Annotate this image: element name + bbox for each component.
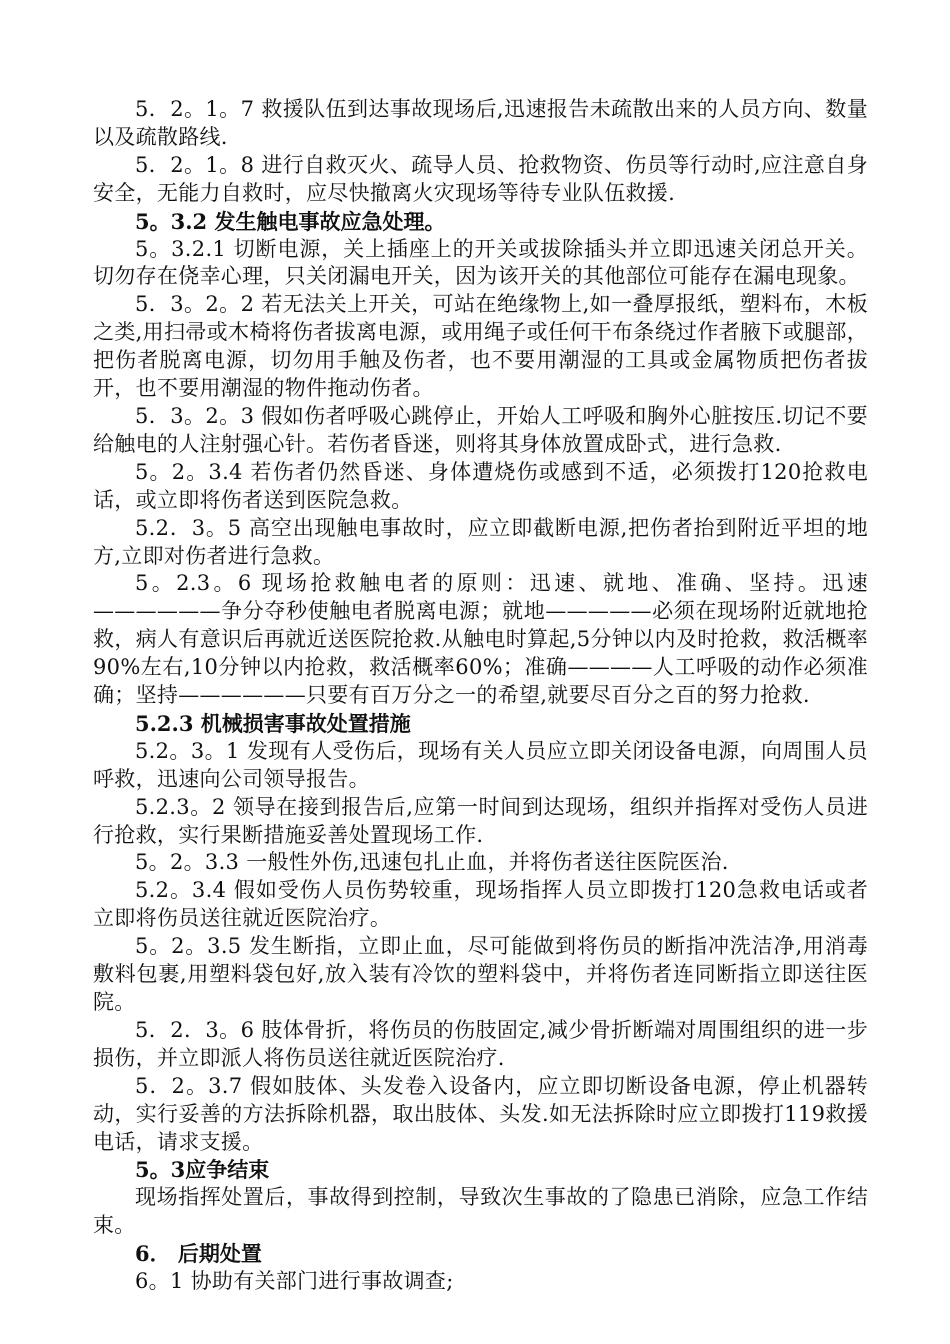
heading-aftermath: 6． 后期处置	[135, 1241, 262, 1267]
paragraph-5-2-3-7: 5．2。3.7 假如肢体、头发卷入设备内，应立即切断设备电源，停止机器转动，实行妥善的方法拆除机器，取出肢体、头发.如无法拆除时应立即拨打119救援电话，请求支援。	[93, 1073, 868, 1154]
paragraph-response-end: 现场指挥处置后，事故得到控制，导致次生事故的了隐患已消除，应急工作结束。	[93, 1185, 868, 1238]
heading-electric-shock: 5。3.2 发生触电事故应急处理。	[135, 208, 446, 234]
paragraph-5-2-1-8: 5．2。1。8 进行自救灭火、疏导人员、抢救物资、伤员等行动时,应注意自身安全，无能力自救时，应尽快撤离火灾现场等待专业队伍救援.	[93, 152, 868, 205]
heading-response-end: 5。3应争结束	[135, 1157, 270, 1183]
paragraph-5-2-3-5-shock: 5.2．3。5 高空出现触电事故时，应立即截断电源,把伤者抬到附近平坦的地方,立即对伤者进行急救。	[93, 515, 868, 568]
paragraph-5-2-3-4-shock: 5。2。3.4 若伤者仍然昏迷、身体遭烧伤或感到不适，必须拨打120抢救电话，或立即将伤者送到医院急救。	[93, 459, 868, 512]
paragraph-5-3-2-3: 5．3。2。3 假如伤者呼吸心跳停止，开始人工呼吸和胸外心脏按压.切记不要给触电的人注射强心针。若伤者昏迷，则将其身体放置成卧式，进行急救.	[93, 403, 868, 456]
paragraph-5-2-3-6: 5．2．3。6 肢体骨折，将伤员的伤肢固定,减少骨折断端对周围组织的进一步损伤，并立即派人将伤员送往就近医院治疗.	[93, 1017, 868, 1070]
paragraph-5-3-2-1: 5。3.2.1 切断电源，关上插座上的开关或拔除插头并立即迅速关闭总开关。切勿存在侥幸心理，只关闭漏电开关，因为该开关的其他部位可能存在漏电现象。	[93, 236, 868, 289]
paragraph-5-2-3-6-shock: 5。2.3。6 现场抢救触电者的原则：迅速、就地、准确、坚持。迅速——————争分夺秒使触电者脱离电源；就地—————必须在现场附近就地抢救，病人有意识后再就近送医院抢救.从触电时算起,5分钟以内及时抢救，救活概率90%左右,10分钟以内抢救，救活概率60%；准确————人工呼吸的动作必须准确；坚持——————只要有百万分之一的希望,就要尽百分之百的努力抢救.	[93, 571, 868, 708]
paragraph-5-2-3-3: 5。2。3.3 一般性外伤,迅速包扎止血，并将伤者送往医院医治.	[135, 850, 729, 875]
paragraph-5-2-1-7: 5．2。1。7 救援队伍到达事故现场后,迅速报告未疏散出来的人员方向、数量以及疏散路线.	[93, 97, 868, 149]
paragraph-5-2-3-2: 5.2.3。2 领导在接到报告后,应第一时间到达现场，组织并指挥对受伤人员进行抢救，实行果断措施妥善处置现场工作.	[93, 794, 868, 847]
paragraph-5-2-3-4: 5.2。3.4 假如受伤人员伤势较重，现场指挥人员立即拨打120急救电话或者立即将伤员送往就近医院治疗。	[93, 878, 868, 931]
paragraph-5-2-3-5: 5。2。3.5 发生断指，立即止血，尽可能做到将伤员的断指冲洗洁净,用消毒敷料包裹,用塑料袋包好,放入装有冷饮的塑料袋中，并将伤者连同断指立即送往医院。	[93, 934, 868, 1014]
paragraph-5-2-3-1: 5.2。3。1 发现有人受伤后，现场有关人员应立即关闭设备电源，向周围人员呼救，迅速向公司领导报告。	[93, 738, 868, 791]
document-page	[93, 96, 868, 1296]
paragraph-5-3-2-2: 5．3。2。2 若无法关上开关，可站在绝缘物上,如一叠厚报纸，塑料布，木板之类,用扫帚或木椅将伤者拔离电源，或用绳子或任何干布条绕过作者腋下或腿部，把伤者脱离电源，切勿用手触及伤者，也不要用潮湿的工具或金属物质把伤者拔开，也不要用潮湿的物件拖动伤者。	[93, 292, 868, 401]
heading-mechanical-injury: 5.2.3 机械损害事故处置措施	[135, 710, 411, 736]
paragraph-6-1: 6。1 协助有关部门进行事故调查;	[135, 1269, 454, 1294]
